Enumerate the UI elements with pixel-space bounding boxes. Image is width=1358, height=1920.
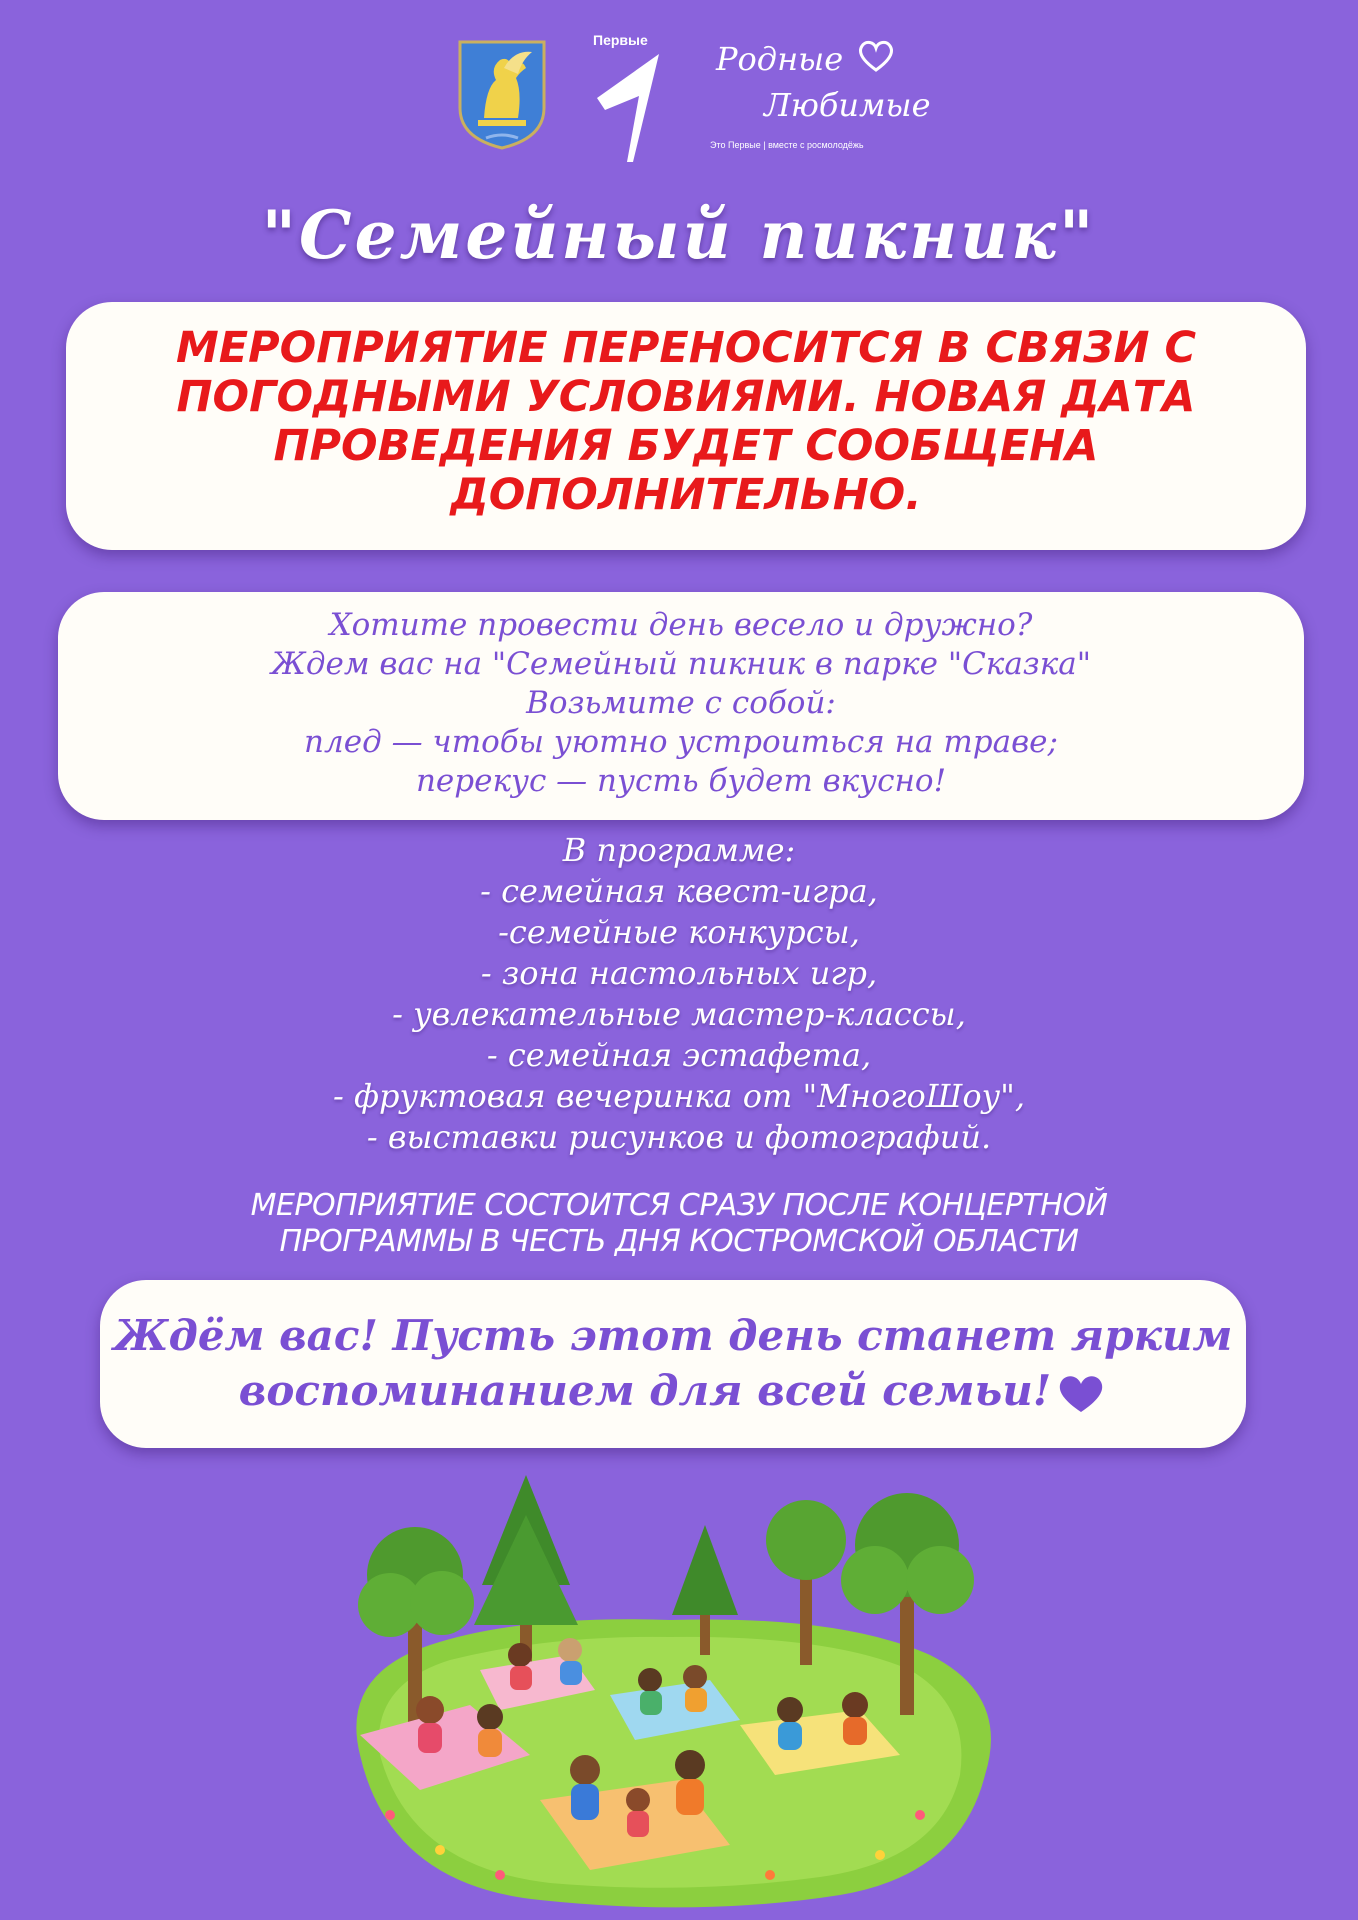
- program-item: - увлекательные мастер-классы,: [392, 995, 966, 1033]
- program-item: - семейная квест-игра,: [480, 872, 878, 910]
- program-item: - зона настольных игр,: [480, 954, 878, 992]
- intro-line: Хотите провести день весело и дружно?: [329, 607, 1033, 643]
- rodnye-tagline: Это Первые | вместе с росмолодёжь: [710, 140, 864, 150]
- alert-card: [66, 302, 1306, 550]
- alert-line: ПОГОДНЫМИ УСЛОВИЯМИ. НОВАЯ ДАТА: [176, 372, 1196, 422]
- heart-outline-icon: [856, 36, 896, 76]
- intro-line: перекус — пусть будет вкусно!: [415, 763, 947, 799]
- schedule-note: [0, 1188, 1358, 1260]
- invite-line-2: [100, 1363, 1246, 1418]
- program-item: -семейные конкурсы,: [498, 913, 860, 951]
- rodnye-line1: Родные: [716, 40, 844, 78]
- intro-line: Ждем вас на "Семейный пикник в парке "Сказка": [271, 646, 1091, 682]
- alert-line: ПРОВЕДЕНИЯ БУДЕТ СООБЩЕНА: [273, 421, 1099, 471]
- page-title: "Семейный пикник": [261, 196, 1097, 274]
- note-line: МЕРОПРИЯТИЕ СОСТОИТСЯ СРАЗУ ПОСЛЕ КОНЦЕРТНОЙ: [250, 1188, 1108, 1223]
- alert-line: МЕРОПРИЯТИЕ ПЕРЕНОСИТСЯ В СВЯЗИ С: [175, 323, 1197, 373]
- header-logos: [0, 30, 1358, 170]
- pervye-one-icon: [585, 30, 675, 170]
- heart-icon: [1055, 1372, 1107, 1416]
- family-picnic-illustration: [320, 1455, 1020, 1910]
- program-item: - фруктовая вечеринка от "МногоШоу",: [332, 1077, 1026, 1115]
- intro-line: плед — чтобы уютно устроиться на траве;: [304, 724, 1058, 760]
- program-heading: В программе:: [562, 831, 796, 869]
- program-item: - выставки рисунков и фотографий.: [366, 1118, 992, 1156]
- intro-text: [58, 606, 1304, 801]
- invite-text: [100, 1308, 1246, 1418]
- intro-line: Возьмите с собой:: [526, 685, 836, 721]
- note-line: ПРОГРАММЫ В ЧЕСТЬ ДНЯ КОСТРОМСКОЙ ОБЛАСТИ: [279, 1224, 1079, 1259]
- rodnye-lyubimye-logo: [706, 36, 946, 156]
- program-section: [0, 830, 1358, 1158]
- pervye-label: Первые: [593, 32, 648, 48]
- program-item: - семейная эстафета,: [486, 1036, 872, 1074]
- invite-line: воспоминанием для всей семьи!: [238, 1366, 1052, 1415]
- pervye-logo: [585, 30, 675, 170]
- rodnye-line2: Любимые: [764, 86, 931, 124]
- invite-card: [100, 1280, 1246, 1448]
- intro-card: [58, 592, 1304, 820]
- coat-of-arms-icon: [456, 38, 548, 150]
- alert-text: [66, 324, 1306, 520]
- invite-line: Ждём вас! Пусть этот день станет ярким: [113, 1311, 1233, 1360]
- alert-line: ДОПОЛНИТЕЛЬНО.: [450, 470, 922, 520]
